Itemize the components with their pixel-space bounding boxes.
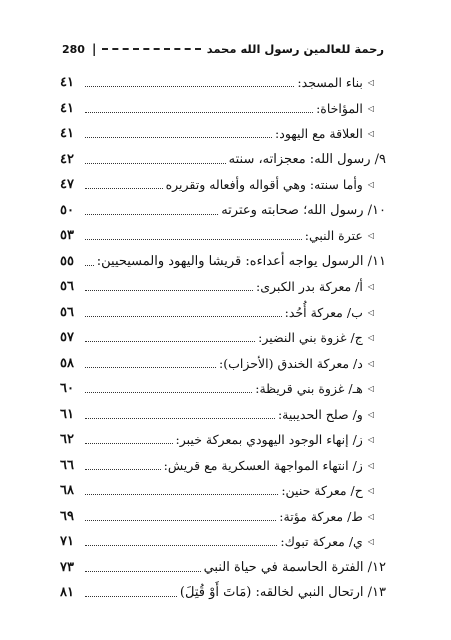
toc-entry-title: المؤاخاة:: [316, 100, 363, 116]
book-title: رحمة للعالمين رسول الله محمد: [206, 42, 384, 56]
triangle-bullet-icon: ◁: [367, 307, 374, 317]
header-rule: [102, 48, 200, 50]
triangle-bullet-icon: ◁: [367, 486, 374, 496]
dot-leader: [85, 341, 255, 342]
toc-entry-page: ٧٣: [60, 559, 74, 575]
toc-entry: [60, 504, 386, 530]
toc-entry-page: ٥٦: [60, 279, 74, 295]
toc-entry-page: ٥٣: [60, 228, 74, 244]
dot-leader: [85, 290, 253, 291]
toc-entry-page: ٨١: [60, 585, 74, 601]
toc-entry: [60, 172, 386, 198]
toc-entry-title: ي/ معركة تبوك:: [280, 534, 363, 550]
toc-entry-title: وأما سنته: وهي أقواله وأفعاله وتقريره: [165, 177, 363, 193]
triangle-bullet-icon: ◁: [367, 511, 374, 521]
triangle-bullet-icon: ◁: [367, 460, 374, 470]
toc-entry-page: ٥٨: [60, 355, 74, 371]
toc-entry: [60, 121, 386, 147]
dot-leader: [85, 571, 201, 572]
toc-entry: [60, 274, 386, 300]
dot-leader: [85, 316, 282, 317]
toc-entry: [60, 453, 386, 479]
dot-leader: [85, 469, 161, 470]
dot-leader: [85, 418, 275, 419]
triangle-bullet-icon: ◁: [367, 129, 374, 139]
toc-entry-page: ٤٧: [60, 177, 74, 193]
dot-leader: [85, 214, 218, 215]
toc-entry-title: ط/ معركة مؤتة:: [279, 508, 363, 524]
triangle-bullet-icon: ◁: [367, 358, 374, 368]
toc-entry: [60, 70, 386, 96]
toc-entry-title: بناء المسجد:: [297, 75, 363, 91]
toc-entry-title: ١٣/ ارتحال النبي لخالقه: (مَاتَ أَوْ قُتِلَ): [179, 585, 386, 601]
triangle-bullet-icon: ◁: [367, 435, 374, 445]
triangle-bullet-icon: ◁: [367, 384, 374, 394]
dot-leader: [85, 494, 278, 495]
page-number: 280: [62, 42, 85, 56]
triangle-bullet-icon: ◁: [367, 537, 374, 547]
toc-entry-page: ٥٥: [60, 253, 74, 269]
dot-leader: [85, 86, 294, 87]
running-header: [62, 38, 384, 60]
triangle-bullet-icon: ◁: [367, 180, 374, 190]
dot-leader: [85, 520, 276, 521]
toc-entry-page: ٦٦: [60, 457, 74, 473]
toc-entry-page: ٥٦: [60, 304, 74, 320]
dot-leader: [85, 443, 173, 444]
dot-leader: [85, 239, 302, 240]
toc-entry: [60, 529, 386, 555]
dot-leader: [85, 112, 313, 113]
toc-entry: [60, 198, 386, 224]
toc-entry-title: أ/ معركة بدر الكبرى:: [256, 279, 363, 295]
toc-entry-title: ح/ معركة حنين:: [281, 483, 363, 499]
table-of-contents: [60, 70, 386, 606]
triangle-bullet-icon: ◁: [367, 78, 374, 88]
toc-entry-page: ٤١: [60, 100, 74, 116]
toc-entry: [60, 300, 386, 326]
dot-leader: [85, 545, 277, 546]
toc-entry: [60, 147, 386, 173]
toc-entry-title: ١٢/ الفترة الحاسمة في حياة النبي: [203, 559, 386, 575]
toc-entry-page: ٤١: [60, 126, 74, 142]
toc-entry-page: ٥٠: [60, 202, 74, 218]
toc-entry-page: ٦٨: [60, 483, 74, 499]
dot-leader: [85, 137, 272, 138]
toc-entry: [60, 96, 386, 122]
toc-entry-title: ز/ إنهاء الوجود اليهودي بمعركة خيبر:: [175, 432, 363, 448]
triangle-bullet-icon: ◁: [367, 103, 374, 113]
toc-entry-page: ٥٧: [60, 330, 74, 346]
toc-entry-page: ٦١: [60, 406, 74, 422]
header-separator: |: [91, 42, 97, 56]
toc-entry: [60, 376, 386, 402]
toc-entry-title: ب/ معركة أُحُد:: [284, 304, 363, 320]
toc-entry-page: ٦٠: [60, 381, 74, 397]
toc-entry: [60, 351, 386, 377]
toc-entry-title: ٩/ رسول الله: معجزاته، سنته: [228, 151, 386, 167]
toc-entry-title: العلاقة مع اليهود:: [275, 126, 363, 142]
toc-entry: [60, 223, 386, 249]
toc-entry-page: ٦٩: [60, 508, 74, 524]
dot-leader: [85, 367, 216, 368]
dot-leader: [85, 596, 177, 597]
toc-entry: [60, 249, 386, 275]
toc-entry: [60, 580, 386, 606]
toc-entry: [60, 402, 386, 428]
dot-leader: [85, 265, 94, 266]
toc-entry: [60, 478, 386, 504]
toc-entry: [60, 427, 386, 453]
toc-entry-title: هـ/ غزوة بني قريظة:: [255, 381, 363, 397]
toc-entry-title: د/ معركة الخندق (الأحزاب):: [219, 355, 363, 371]
toc-entry-title: ١٠/ رسول الله؛ صحابته وعترته: [221, 202, 386, 218]
toc-entry-title: ١١/ الرسول يواجه أعداءه: قريشا واليهود والمسيحيين:: [96, 253, 386, 269]
toc-entry: [60, 325, 386, 351]
dot-leader: [85, 392, 252, 393]
dot-leader: [85, 163, 226, 164]
toc-entry-title: و/ صلح الحديبية:: [277, 406, 363, 422]
triangle-bullet-icon: ◁: [367, 333, 374, 343]
toc-entry-title: ج/ غزوة بني النضير:: [258, 330, 363, 346]
triangle-bullet-icon: ◁: [367, 231, 374, 241]
toc-entry: [60, 555, 386, 581]
toc-entry-page: ٦٢: [60, 432, 74, 448]
toc-entry-page: ٧١: [60, 534, 74, 550]
toc-entry-page: ٤٢: [60, 151, 74, 167]
dot-leader: [85, 188, 163, 189]
toc-entry-page: ٤١: [60, 75, 74, 91]
toc-entry-title: ز/ انتهاء المواجهة العسكرية مع قريش:: [163, 457, 363, 473]
triangle-bullet-icon: ◁: [367, 282, 374, 292]
toc-entry-title: عترة النبي:: [304, 228, 363, 244]
triangle-bullet-icon: ◁: [367, 409, 374, 419]
